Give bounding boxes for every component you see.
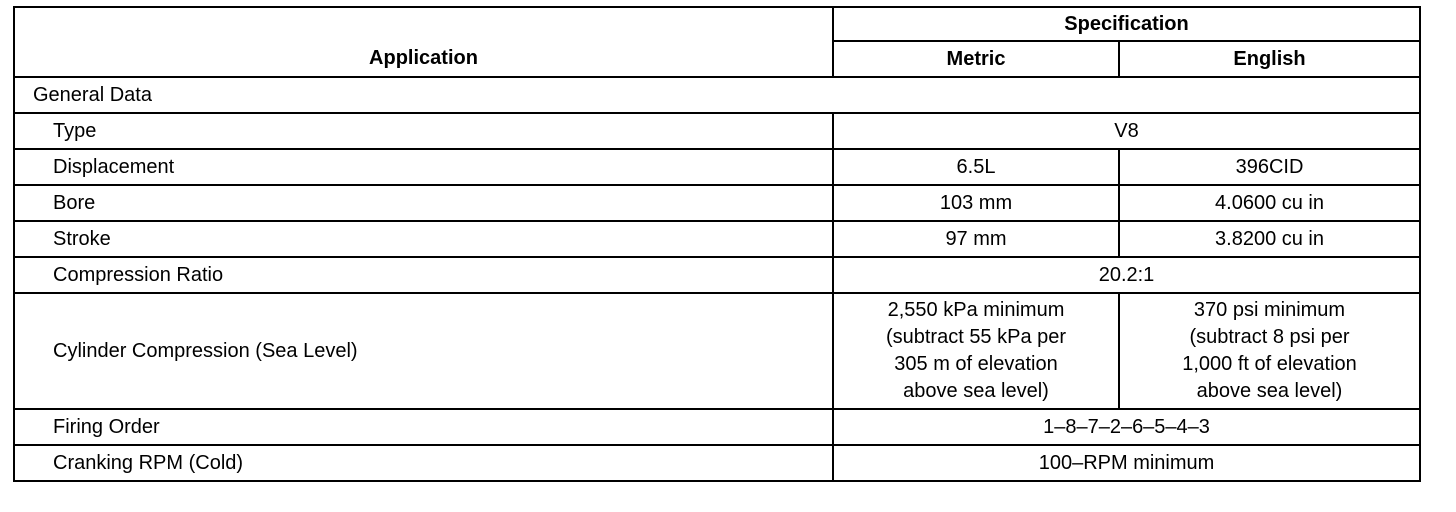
table-row (14, 445, 1420, 481)
header-english: English (1119, 41, 1420, 77)
table-row (14, 221, 1420, 257)
row-value-metric: 97 mm (833, 221, 1119, 257)
row-label: Displacement (14, 149, 833, 185)
metric-line: 305 m of elevation (894, 353, 1058, 375)
row-label: Cylinder Compression (Sea Level) (14, 293, 833, 409)
row-value-combined: V8 (833, 113, 1420, 149)
metric-line: 2,550 kPa minimum (887, 299, 1065, 321)
metric-line: above sea level) (903, 380, 1049, 402)
row-label: Compression Ratio (14, 257, 833, 293)
header-row-specification (14, 7, 1420, 41)
row-label: Stroke (14, 221, 833, 257)
row-label: Type (14, 113, 833, 149)
english-line: 370 psi minimum (1193, 299, 1346, 321)
header-metric: Metric (833, 41, 1119, 77)
table-row (14, 149, 1420, 185)
row-value-english (1119, 293, 1420, 409)
section-title: General Data (14, 77, 1420, 113)
table-row (14, 185, 1420, 221)
row-value-combined: 20.2:1 (833, 257, 1420, 293)
metric-line: (subtract 55 kPa per (885, 326, 1067, 348)
row-value-metric: 6.5L (833, 149, 1119, 185)
row-value-metric (833, 293, 1119, 409)
english-line: 1,000 ft of elevation (1182, 353, 1357, 375)
english-line: (subtract 8 psi per (1189, 326, 1350, 348)
row-value-combined: 100–RPM minimum (833, 445, 1420, 481)
table-row (14, 293, 1420, 409)
engine-spec-table (13, 6, 1421, 482)
section-row-general-data (14, 77, 1420, 113)
row-value-combined: 1–8–7–2–6–5–4–3 (833, 409, 1420, 445)
header-specification: Specification (833, 7, 1420, 41)
table-row (14, 409, 1420, 445)
row-value-english: 4.0600 cu in (1119, 185, 1420, 221)
header-application: Application (14, 7, 833, 77)
row-value-english: 3.8200 cu in (1119, 221, 1420, 257)
row-label: Cranking RPM (Cold) (14, 445, 833, 481)
row-label: Firing Order (14, 409, 833, 445)
row-value-metric: 103 mm (833, 185, 1119, 221)
row-value-english: 396CID (1119, 149, 1420, 185)
english-line: above sea level) (1196, 380, 1343, 402)
table-row (14, 113, 1420, 149)
row-label: Bore (14, 185, 833, 221)
table-row (14, 257, 1420, 293)
